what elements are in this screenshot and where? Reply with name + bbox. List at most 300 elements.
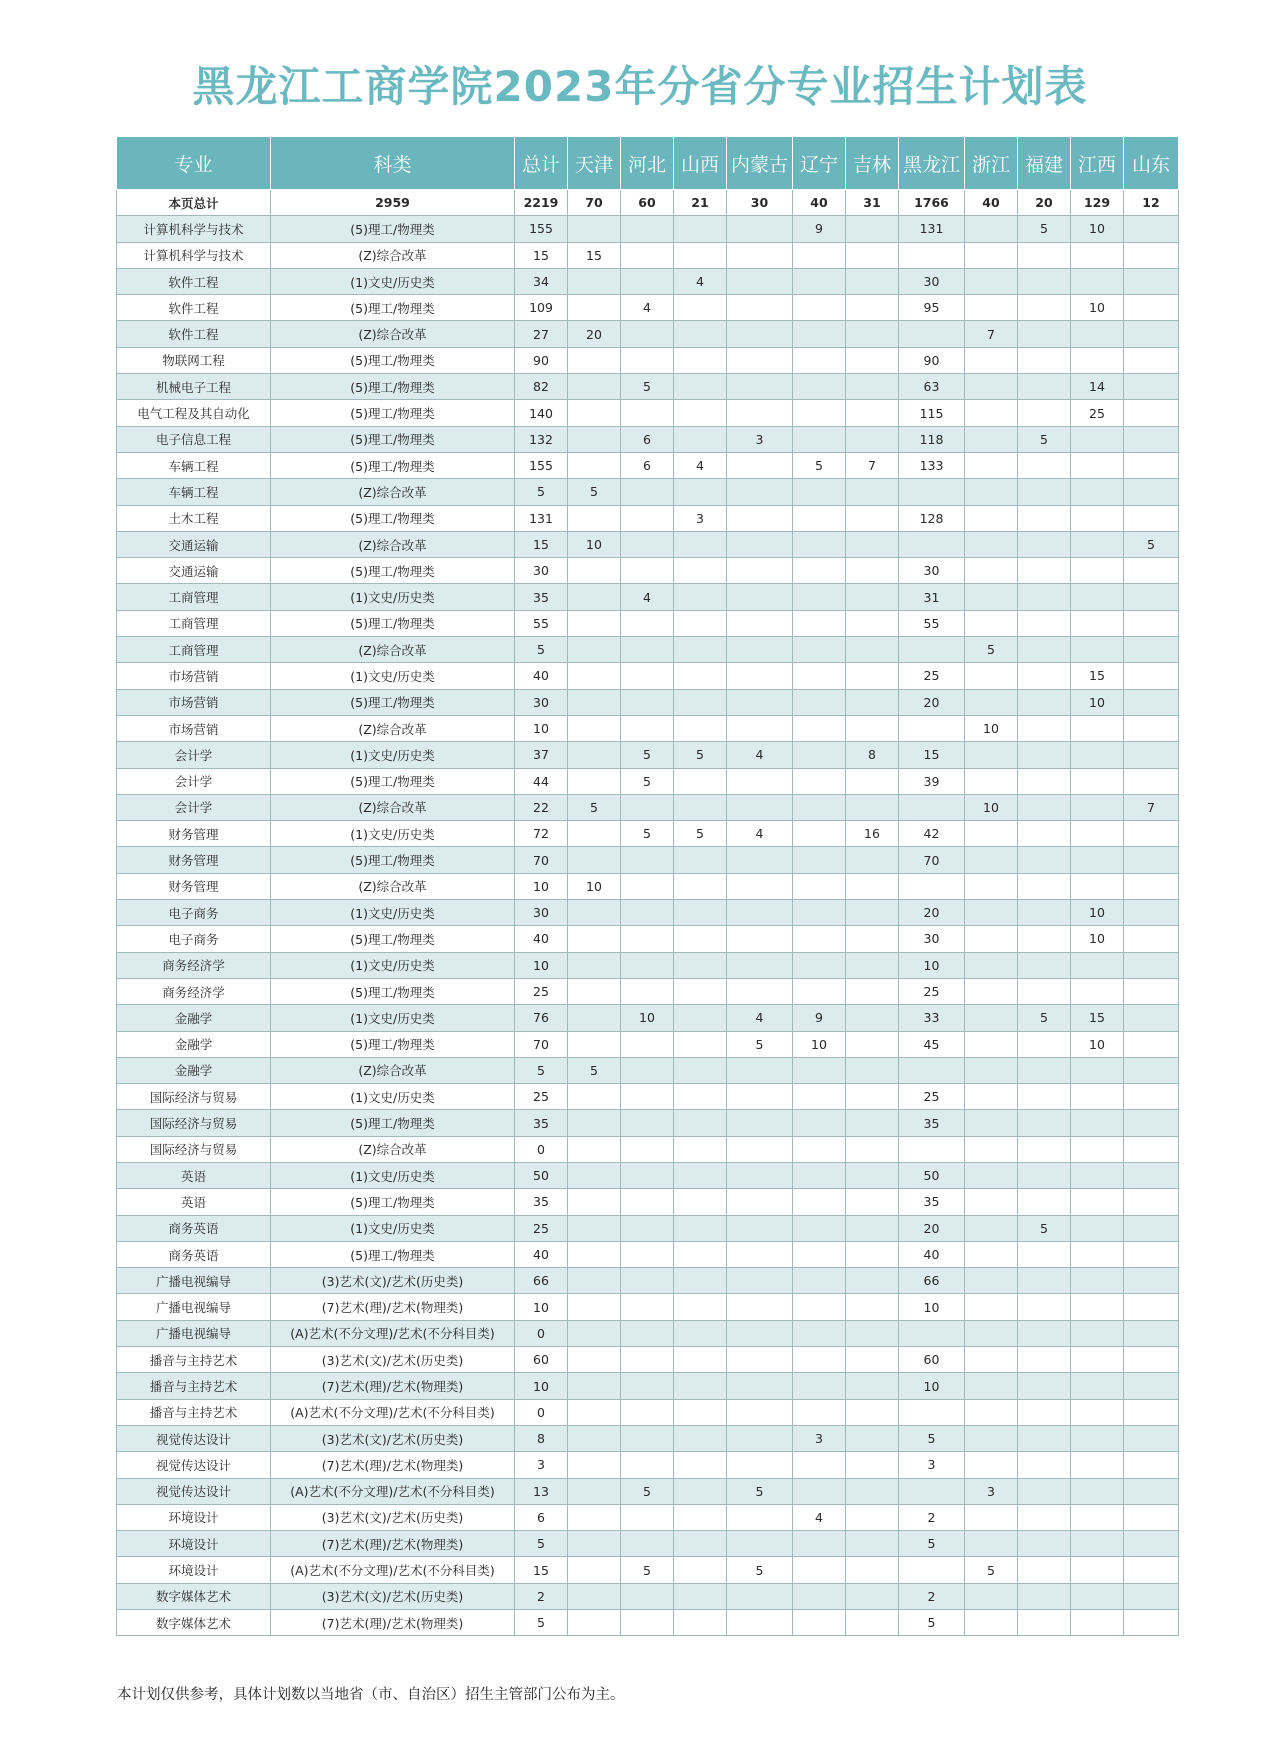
quota-cell	[1124, 1373, 1179, 1399]
major-cell: 金融学	[117, 1031, 271, 1057]
column-header: 山西	[674, 137, 727, 190]
quota-cell	[846, 558, 899, 584]
quota-cell	[727, 1294, 793, 1320]
major-cell: 软件工程	[117, 321, 271, 347]
quota-cell	[568, 400, 621, 426]
quota-cell	[793, 1268, 846, 1294]
quota-cell	[674, 479, 727, 505]
category-cell: (Z)综合改革	[271, 321, 515, 347]
quota-cell: 5	[965, 637, 1018, 663]
quota-cell	[568, 452, 621, 478]
quota-cell: 4	[727, 742, 793, 768]
quota-cell	[727, 242, 793, 268]
quota-cell	[568, 374, 621, 400]
category-cell: (5)理工/物理类	[271, 978, 515, 1004]
quota-cell	[965, 1084, 1018, 1110]
table-row	[117, 1583, 1179, 1609]
quota-cell	[727, 900, 793, 926]
quota-cell: 7	[846, 452, 899, 478]
quota-cell	[1018, 1347, 1071, 1373]
quota-cell	[793, 1110, 846, 1136]
major-cell: 视觉传达设计	[117, 1478, 271, 1504]
table-row	[117, 1162, 1179, 1188]
quota-cell	[621, 505, 674, 531]
quota-cell	[1124, 1189, 1179, 1215]
quota-cell	[793, 1294, 846, 1320]
quota-cell	[1018, 1057, 1071, 1083]
major-cell: 电气工程及其自动化	[117, 400, 271, 426]
quota-cell: 35	[899, 1110, 965, 1136]
quota-cell	[1071, 1294, 1124, 1320]
quota-cell	[1018, 1557, 1071, 1583]
category-cell: (Z)综合改革	[271, 242, 515, 268]
quota-cell	[621, 1110, 674, 1136]
table-row	[117, 374, 1179, 400]
quota-cell	[899, 873, 965, 899]
quota-cell	[1018, 321, 1071, 347]
quota-cell	[965, 1294, 1018, 1320]
quota-cell	[1124, 926, 1179, 952]
category-cell: (5)理工/物理类	[271, 426, 515, 452]
table-row	[117, 978, 1179, 1004]
major-cell: 播音与主持艺术	[117, 1347, 271, 1373]
quota-cell: 10	[1071, 1031, 1124, 1057]
quota-cell	[965, 242, 1018, 268]
quota-cell	[1124, 1610, 1179, 1636]
quota-cell: 131	[515, 505, 568, 531]
quota-cell	[727, 1373, 793, 1399]
quota-cell	[965, 847, 1018, 873]
quota-cell	[1124, 873, 1179, 899]
quota-cell	[621, 1583, 674, 1609]
quota-cell	[621, 1452, 674, 1478]
quota-cell	[568, 1136, 621, 1162]
category-cell: (3)艺术(文)/艺术(历史类)	[271, 1347, 515, 1373]
quota-cell	[621, 1215, 674, 1241]
quota-cell: 5	[674, 742, 727, 768]
major-cell: 商务英语	[117, 1215, 271, 1241]
quota-cell	[793, 663, 846, 689]
quota-cell	[1071, 1373, 1124, 1399]
quota-cell	[674, 715, 727, 741]
quota-cell: 8	[515, 1425, 568, 1451]
quota-cell: 15	[899, 742, 965, 768]
quota-cell	[568, 1425, 621, 1451]
quota-cell: 10	[1071, 900, 1124, 926]
major-cell: 市场营销	[117, 663, 271, 689]
table-row	[117, 584, 1179, 610]
quota-cell: 3	[965, 1478, 1018, 1504]
quota-cell	[1071, 1583, 1124, 1609]
table-row	[117, 558, 1179, 584]
quota-cell: 39	[899, 768, 965, 794]
quota-cell	[727, 1268, 793, 1294]
quota-cell: 4	[621, 295, 674, 321]
quota-cell: 55	[515, 610, 568, 636]
quota-cell	[846, 1215, 899, 1241]
quota-cell	[1018, 400, 1071, 426]
quota-cell	[621, 1162, 674, 1188]
quota-cell	[568, 1531, 621, 1557]
quota-cell	[1071, 479, 1124, 505]
quota-cell: 5	[568, 794, 621, 820]
quota-cell: 4	[674, 452, 727, 478]
quota-cell	[621, 1504, 674, 1530]
quota-cell	[727, 1347, 793, 1373]
quota-cell	[1071, 1347, 1124, 1373]
category-cell: (Z)综合改革	[271, 715, 515, 741]
quota-cell	[846, 663, 899, 689]
quota-cell: 10	[515, 873, 568, 899]
quota-cell: 5	[568, 479, 621, 505]
quota-cell	[727, 1189, 793, 1215]
quota-cell: 40	[515, 1241, 568, 1267]
quota-cell	[1124, 1136, 1179, 1162]
category-cell: (5)理工/物理类	[271, 452, 515, 478]
quota-cell: 25	[899, 663, 965, 689]
quota-cell	[899, 637, 965, 663]
quota-cell	[1018, 978, 1071, 1004]
quota-cell: 4	[727, 821, 793, 847]
quota-cell	[727, 952, 793, 978]
quota-cell	[727, 794, 793, 820]
quota-cell	[846, 505, 899, 531]
quota-cell	[793, 978, 846, 1004]
quota-cell: 10	[515, 715, 568, 741]
quota-cell: 25	[1071, 400, 1124, 426]
quota-cell	[1018, 847, 1071, 873]
table-row	[117, 952, 1179, 978]
quota-cell	[1018, 1294, 1071, 1320]
quota-cell: 3	[674, 505, 727, 531]
quota-cell	[621, 321, 674, 347]
quota-cell	[621, 610, 674, 636]
quota-cell: 15	[1071, 1005, 1124, 1031]
quota-cell	[674, 926, 727, 952]
quota-cell: 10	[568, 873, 621, 899]
quota-cell	[568, 1320, 621, 1346]
major-cell: 金融学	[117, 1057, 271, 1083]
quota-cell	[899, 242, 965, 268]
quota-cell	[568, 1583, 621, 1609]
quota-cell	[793, 1531, 846, 1557]
quota-cell	[1018, 347, 1071, 373]
quota-cell	[727, 715, 793, 741]
quota-cell	[568, 584, 621, 610]
quota-cell: 30	[899, 558, 965, 584]
quota-cell	[1071, 637, 1124, 663]
quota-cell	[899, 715, 965, 741]
quota-cell: 10	[515, 952, 568, 978]
quota-cell	[1124, 900, 1179, 926]
quota-cell	[1124, 610, 1179, 636]
quota-cell	[1071, 1241, 1124, 1267]
quota-cell	[793, 873, 846, 899]
quota-cell	[965, 452, 1018, 478]
quota-cell: 5	[515, 1057, 568, 1083]
quota-cell	[1071, 1136, 1124, 1162]
quota-cell: 5	[674, 821, 727, 847]
quota-cell	[1018, 1373, 1071, 1399]
total-cell: 30	[727, 190, 793, 216]
quota-cell	[1018, 1425, 1071, 1451]
quota-cell	[846, 321, 899, 347]
quota-cell: 82	[515, 374, 568, 400]
table-row	[117, 347, 1179, 373]
quota-cell	[1071, 1215, 1124, 1241]
quota-cell	[674, 978, 727, 1004]
quota-cell	[674, 873, 727, 899]
column-header: 江西	[1071, 137, 1124, 190]
quota-cell	[1018, 584, 1071, 610]
quota-cell	[727, 1531, 793, 1557]
quota-cell	[1071, 1110, 1124, 1136]
major-cell: 广播电视编导	[117, 1294, 271, 1320]
category-cell: (Z)综合改革	[271, 1057, 515, 1083]
table-row	[117, 1320, 1179, 1346]
table-row	[117, 847, 1179, 873]
major-cell: 金融学	[117, 1005, 271, 1031]
quota-cell	[1124, 1583, 1179, 1609]
table-header-row	[117, 137, 1179, 190]
table-row	[117, 821, 1179, 847]
quota-cell	[846, 1347, 899, 1373]
column-header: 山东	[1124, 137, 1179, 190]
quota-cell: 5	[515, 1531, 568, 1557]
quota-cell	[674, 1557, 727, 1583]
table-row	[117, 505, 1179, 531]
quota-cell	[1124, 1531, 1179, 1557]
quota-cell	[1124, 1268, 1179, 1294]
quota-cell	[846, 268, 899, 294]
major-cell: 财务管理	[117, 847, 271, 873]
quota-cell: 70	[899, 847, 965, 873]
quota-cell	[846, 900, 899, 926]
quota-cell	[965, 1399, 1018, 1425]
table-row	[117, 268, 1179, 294]
quota-cell	[793, 900, 846, 926]
quota-cell	[621, 1241, 674, 1267]
quota-cell	[1124, 1215, 1179, 1241]
quota-cell	[899, 1320, 965, 1346]
table-row	[117, 1136, 1179, 1162]
quota-cell: 10	[1071, 295, 1124, 321]
quota-cell	[899, 1057, 965, 1083]
quota-cell	[727, 1215, 793, 1241]
quota-cell	[1018, 295, 1071, 321]
quota-cell	[1071, 347, 1124, 373]
quota-cell	[793, 847, 846, 873]
quota-cell	[568, 1031, 621, 1057]
category-cell: (5)理工/物理类	[271, 689, 515, 715]
quota-cell	[674, 426, 727, 452]
quota-cell: 10	[899, 1294, 965, 1320]
total-cell: 2219	[515, 190, 568, 216]
quota-cell	[727, 1452, 793, 1478]
quota-cell	[1018, 952, 1071, 978]
quota-cell	[793, 1347, 846, 1373]
category-cell: (Z)综合改革	[271, 873, 515, 899]
quota-cell	[1018, 1084, 1071, 1110]
quota-cell	[621, 1531, 674, 1557]
total-cell: 12	[1124, 190, 1179, 216]
table-row	[117, 742, 1179, 768]
major-cell: 市场营销	[117, 715, 271, 741]
quota-cell: 5	[515, 1610, 568, 1636]
quota-cell	[674, 1478, 727, 1504]
quota-cell: 9	[793, 216, 846, 242]
quota-cell	[846, 1268, 899, 1294]
quota-cell	[846, 794, 899, 820]
quota-cell	[727, 1084, 793, 1110]
quota-cell	[1071, 1610, 1124, 1636]
quota-cell	[1071, 452, 1124, 478]
category-cell: (5)理工/物理类	[271, 400, 515, 426]
quota-cell: 15	[568, 242, 621, 268]
quota-cell	[727, 479, 793, 505]
quota-cell	[568, 295, 621, 321]
quota-cell	[965, 1452, 1018, 1478]
quota-cell	[965, 1215, 1018, 1241]
quota-cell	[1071, 1557, 1124, 1583]
quota-cell	[568, 1373, 621, 1399]
category-cell: (5)理工/物理类	[271, 1189, 515, 1215]
quota-cell	[1071, 1084, 1124, 1110]
quota-cell	[621, 952, 674, 978]
quota-cell	[1071, 242, 1124, 268]
quota-cell	[674, 847, 727, 873]
table-row	[117, 1294, 1179, 1320]
quota-cell	[621, 900, 674, 926]
quota-cell	[793, 1189, 846, 1215]
category-cell: (7)艺术(理)/艺术(物理类)	[271, 1531, 515, 1557]
quota-cell	[1071, 1504, 1124, 1530]
quota-cell: 30	[899, 268, 965, 294]
quota-cell	[727, 268, 793, 294]
category-cell: (3)艺术(文)/艺术(历史类)	[271, 1268, 515, 1294]
quota-cell	[1124, 1452, 1179, 1478]
quota-cell: 131	[899, 216, 965, 242]
quota-cell	[727, 1583, 793, 1609]
quota-cell: 55	[899, 610, 965, 636]
quota-cell: 34	[515, 268, 568, 294]
quota-cell	[727, 400, 793, 426]
quota-cell	[965, 1504, 1018, 1530]
quota-cell	[965, 268, 1018, 294]
quota-cell	[1018, 1189, 1071, 1215]
quota-cell	[1071, 321, 1124, 347]
quota-cell	[793, 268, 846, 294]
category-cell: (7)艺术(理)/艺术(物理类)	[271, 1610, 515, 1636]
quota-cell	[1018, 663, 1071, 689]
total-cell: 本页总计	[117, 190, 271, 216]
quota-cell: 70	[515, 1031, 568, 1057]
column-header: 吉林	[846, 137, 899, 190]
table-row	[117, 663, 1179, 689]
quota-cell	[1124, 847, 1179, 873]
quota-cell	[793, 1057, 846, 1083]
quota-cell	[1124, 1057, 1179, 1083]
quota-cell	[1071, 584, 1124, 610]
quota-cell: 155	[515, 216, 568, 242]
quota-cell	[727, 321, 793, 347]
quota-cell	[793, 558, 846, 584]
total-cell: 31	[846, 190, 899, 216]
quota-cell	[568, 1162, 621, 1188]
quota-cell	[568, 1610, 621, 1636]
quota-cell	[674, 1425, 727, 1451]
quota-cell	[621, 637, 674, 663]
quota-cell	[727, 558, 793, 584]
quota-cell	[846, 1399, 899, 1425]
quota-cell	[965, 1583, 1018, 1609]
quota-cell	[568, 1347, 621, 1373]
quota-cell: 60	[899, 1347, 965, 1373]
major-cell: 数字媒体艺术	[117, 1583, 271, 1609]
quota-cell	[1018, 926, 1071, 952]
quota-cell: 45	[899, 1031, 965, 1057]
quota-cell	[727, 505, 793, 531]
quota-cell	[674, 1294, 727, 1320]
quota-cell: 155	[515, 452, 568, 478]
quota-cell: 4	[727, 1005, 793, 1031]
quota-cell	[568, 347, 621, 373]
quota-cell	[1124, 1557, 1179, 1583]
quota-cell	[846, 715, 899, 741]
quota-cell	[793, 1557, 846, 1583]
quota-cell	[965, 1110, 1018, 1136]
quota-cell	[793, 374, 846, 400]
quota-cell	[965, 1005, 1018, 1031]
quota-cell	[674, 1373, 727, 1399]
category-cell: (7)艺术(理)/艺术(物理类)	[271, 1373, 515, 1399]
quota-cell	[793, 531, 846, 557]
quota-cell: 5	[1018, 216, 1071, 242]
quota-cell: 25	[515, 1215, 568, 1241]
quota-cell	[1018, 1610, 1071, 1636]
page-title: 黑龙江工商学院2023年分省分专业招生计划表	[192, 62, 1088, 111]
category-cell: (Z)综合改革	[271, 794, 515, 820]
table-row	[117, 400, 1179, 426]
quota-cell	[1018, 505, 1071, 531]
quota-cell	[965, 926, 1018, 952]
quota-cell	[621, 1084, 674, 1110]
quota-cell	[1071, 1425, 1124, 1451]
quota-cell: 3	[793, 1425, 846, 1451]
quota-cell: 35	[899, 1189, 965, 1215]
quota-cell: 10	[965, 794, 1018, 820]
table-row	[117, 479, 1179, 505]
quota-cell: 3	[899, 1452, 965, 1478]
major-cell: 计算机科学与技术	[117, 242, 271, 268]
quota-cell	[1124, 268, 1179, 294]
quota-cell	[965, 873, 1018, 899]
column-header: 科类	[271, 137, 515, 190]
quota-cell	[727, 1320, 793, 1346]
category-cell: (1)文史/历史类	[271, 952, 515, 978]
quota-cell: 10	[899, 1373, 965, 1399]
quota-cell	[568, 637, 621, 663]
table-row	[117, 1110, 1179, 1136]
quota-cell: 5	[621, 768, 674, 794]
quota-cell: 50	[515, 1162, 568, 1188]
quota-cell	[793, 295, 846, 321]
table-row	[117, 1031, 1179, 1057]
category-cell: (5)理工/物理类	[271, 216, 515, 242]
quota-cell	[674, 1504, 727, 1530]
quota-cell	[793, 321, 846, 347]
quota-cell	[846, 426, 899, 452]
